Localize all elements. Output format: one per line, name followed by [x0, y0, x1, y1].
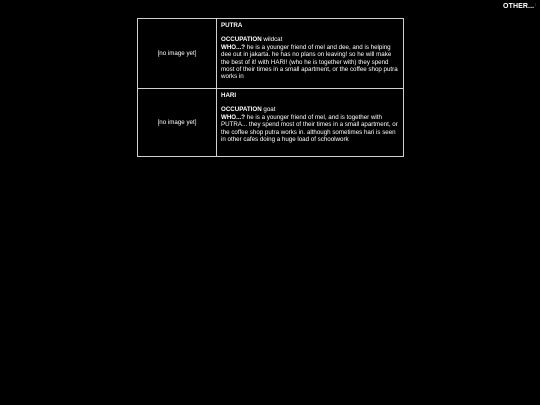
- character-info: [217, 89, 404, 157]
- character-row-putra: [138, 19, 404, 89]
- character-description: [221, 114, 399, 144]
- character-name: PUTRA: [221, 22, 243, 29]
- who-text: he is a younger friend of mel, and is together with PUTRA... they spend most of their times in a small apartment, or the coffee shop putra works in. although sometimes hari is seen in other cafes doing a huge load of schoolwork: [221, 113, 398, 144]
- occupation-label: OCCUPATION: [221, 36, 262, 44]
- other-link-marker: ⁱ: [535, 3, 536, 8]
- character-image-placeholder: [no image yet]: [138, 89, 217, 157]
- who-text: he is a younger friend of mel and dee, and is helping dee out in jakarta. he has no plans on leaving! so he will make the best of it! with HARI! (who he is together with) they spend most of their times in a small apartment, or the coffee shop putra works in: [221, 43, 398, 81]
- character-occupation: [221, 106, 399, 113]
- character-table: [137, 18, 404, 157]
- character-occupation: [221, 36, 399, 43]
- character-row-hari: [138, 89, 404, 157]
- character-image-placeholder: [no image yet]: [138, 19, 217, 89]
- who-label: WHO...?: [221, 113, 246, 121]
- character-name: HARI: [221, 92, 237, 99]
- occupation-value: wildcat: [263, 36, 283, 44]
- character-info: [217, 19, 404, 89]
- who-label: WHO...?: [221, 43, 246, 51]
- other-link-label: OTHER...: [503, 3, 535, 10]
- character-description: [221, 44, 399, 81]
- other-link[interactable]: [503, 3, 536, 10]
- occupation-value: goat: [263, 106, 276, 114]
- occupation-label: OCCUPATION: [221, 106, 262, 114]
